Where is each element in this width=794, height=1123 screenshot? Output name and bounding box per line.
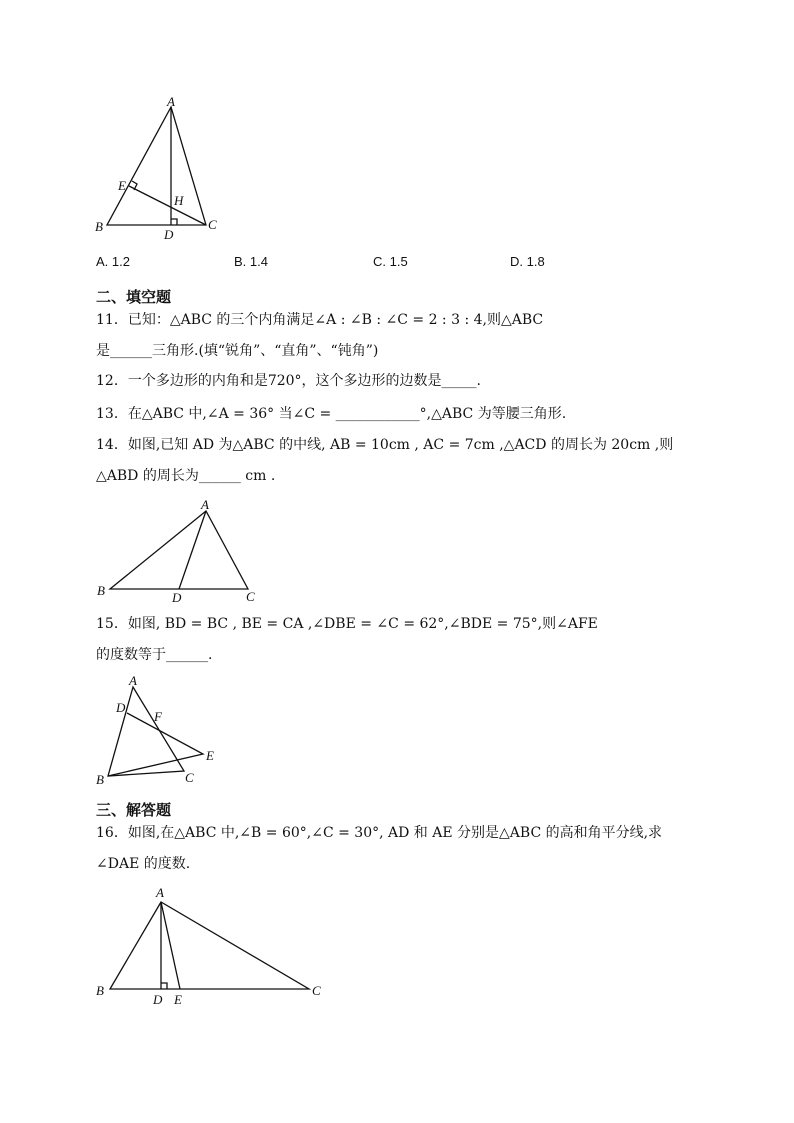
figure-q15-svg [90,672,230,790]
label-c: C [208,217,217,232]
altitude-ce [129,186,206,225]
triangle-abc [110,511,248,589]
label-d: D [153,992,163,1007]
right-angle-mark-e [132,181,137,190]
q11-line2: 是______三角形.(填“锐角”、“直角”、“钝角”) [96,343,379,359]
choice-a: A. 1.2 [96,254,130,269]
triangle-abc [110,902,309,989]
label-c: C [246,589,255,604]
label-a: A [201,497,209,512]
section3-title: 三、解答题 [96,801,172,819]
figure-q16-svg [90,882,340,1012]
choice-b: B. 1.4 [234,254,268,269]
q16-line1: 16．如图,在△ABC 中,∠B = 60°,∠C = 30°, AD 和 AE 分别是△ABC 的高和角平分线,求 [96,825,663,841]
figure-q16 [90,882,340,1012]
label-h: H [174,193,184,208]
q14-line2: △ABD 的周长为______ cm . [96,468,276,484]
bisector-ae [161,902,180,989]
label-d: D [116,700,126,715]
label-b: B [97,583,105,598]
choice-d: D. 1.8 [510,254,545,269]
figure-q10-svg [90,92,230,242]
label-d: D [164,227,174,242]
q15-line1: 15．如图, BD = BC , BE = CA ,∠DBE = ∠C = 62°,∠BDE = 75°,则∠AFE [96,616,598,632]
label-f: F [154,709,162,724]
label-a: A [167,94,175,109]
figure-q15 [90,672,230,790]
q12-text: 12．一个多边形的内角和是720°，这个多边形的边数是_____. [96,373,481,389]
q16-line2: ∠DAE 的度数. [96,856,191,872]
label-e: E [174,992,182,1007]
label-a: A [129,673,137,688]
section2-title: 二、填空题 [96,288,172,306]
q15-line2: 的度数等于______. [96,647,213,663]
figure-q14-svg [90,494,270,606]
label-e: E [206,748,214,763]
figure-q10 [90,92,230,242]
triangle-abc [107,107,206,225]
choice-c: C. 1.5 [373,254,408,269]
label-b: B [96,772,104,787]
label-b: B [95,219,103,234]
label-a: A [156,885,164,900]
q11-line1: 11．已知：△ABC 的三个内角满足∠A : ∠B : ∠C = 2 : 3 : 4,则△ABC [96,312,544,328]
label-c: C [312,983,321,998]
label-d: D [172,590,182,605]
right-angle-mark-d [161,983,167,989]
q13-text: 13．在△ABC 中,∠A = 36° 当∠C = ____________°,△ABC 为等腰三角形. [96,406,567,422]
label-b: B [96,983,104,998]
label-c: C [185,770,194,785]
q10-choices [96,254,616,274]
right-angle-mark-d [171,219,177,225]
q14-line1: 14．如图,已知 AD 为△ABC 的中线, AB = 10cm , AC = 7cm ,△ACD 的周长为 20cm ,则 [96,437,674,453]
figure-q14 [90,494,270,606]
label-e: E [118,178,126,193]
